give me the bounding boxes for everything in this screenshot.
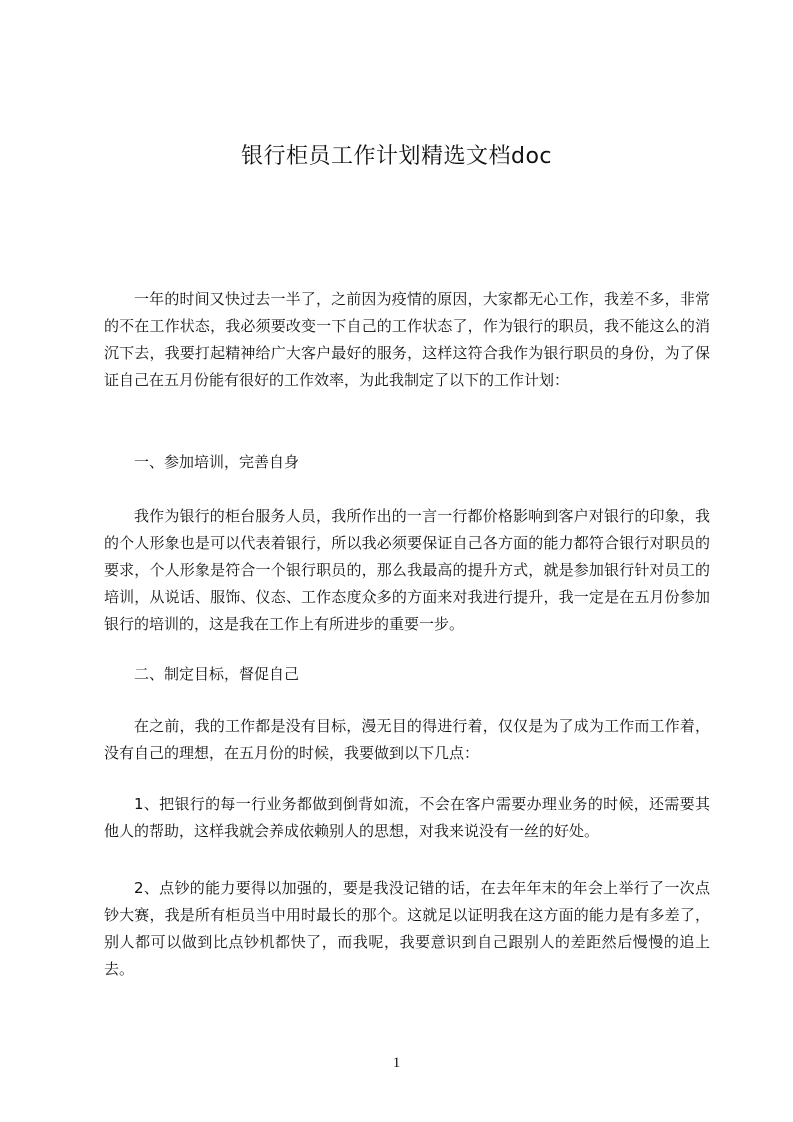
intro-paragraph: 一年的时间又快过去一半了，之前因为疫情的原因，大家都无心工作，我差不多，非常的不在工作状态，我必须要改变一下自己的工作状态了，作为银行的职员，我不能这么的消沉下去，我要打起精神给广大客户最好的服务，这样这符合我作为银行职员的身份，为了保证自己在五月份能有很好的工作效率，为此我制定了以下的工作计划： <box>104 290 710 389</box>
training-paragraph: 我作为银行的柜台服务人员，我所作出的一言一行都价格影响到客户对银行的印象，我的个人形象也是可以代表着银行，所以我必须要保证自己各方面的能力都符合银行对职员的要求，个人形象是符合一个银行职员的，那么我最高的提升方式，就是参加银行针对员工的培训，从说话、服饰、仪态、工作态度众多的方面来对我进行提升，我一定是在五月份参加银行的培训的，这是我在工作上有所进步的重要一步。 <box>104 507 710 633</box>
document-title: 银行柜员工作计划精选文档doc <box>240 144 553 169</box>
goal-item-2: 2、点钞的能力要得以加强的，要是我没记错的话，在去年年末的年会上举行了一次点钞大赛，我是所有柜员当中用时最长的那个。这就足以证明我在这方面的能力是有多差了，别人都可以做到比点钞机都快了，而我呢，我要意识到自己跟别人的差距然后慢慢的追上去。 <box>104 879 710 978</box>
goals-paragraph: 在之前，我的工作都是没有目标，漫无目的得进行着，仅仅是为了成为工作而工作着，没有自己的理想，在五月份的时候，我要做到以下几点： <box>104 717 710 762</box>
section-heading-goals: 二、制定目标，督促自己 <box>134 665 300 683</box>
goal-item-1: 1、把银行的每一行业务都做到倒背如流，不会在客户需要办理业务的时候，还需要其他人的帮助，这样我就会养成依赖别人的思想，对我来说没有一丝的好处。 <box>104 795 710 840</box>
section-heading-training: 一、参加培训，完善自身 <box>134 453 300 471</box>
page-number: 1 <box>392 1055 401 1071</box>
